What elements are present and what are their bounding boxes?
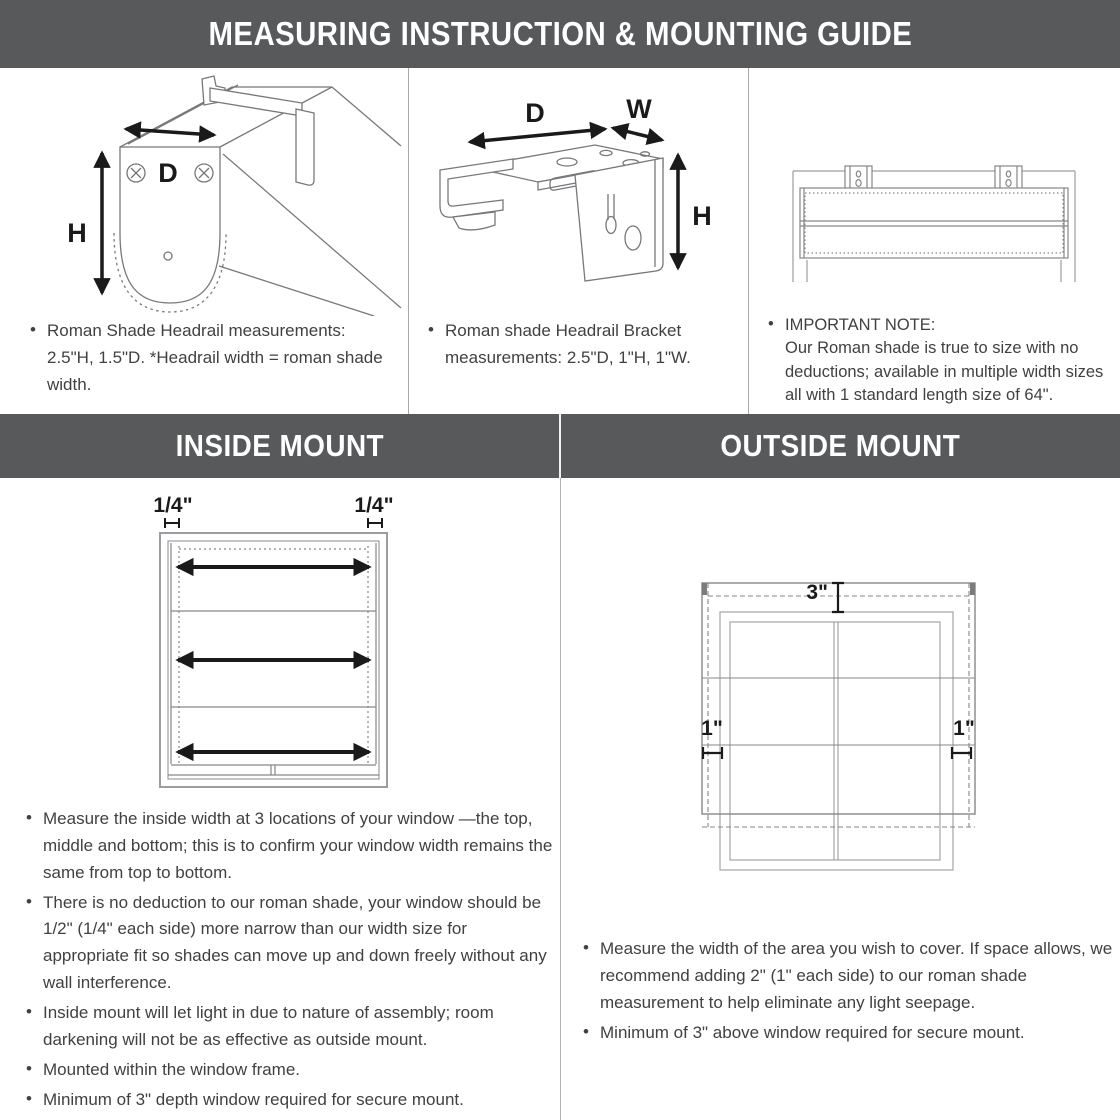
inside-mount-diagram [125, 490, 425, 800]
headrail-line-art [114, 76, 401, 316]
mounted-headrail-diagram [755, 70, 1117, 316]
inside-bullet-2: • There is no deduction to our roman shade, your window should be 1/2" (1/4" each side) more narrow than our width size for appropriate fit so shades can move up and down freely without any wall interference. [26, 890, 554, 997]
depth-label: D [525, 98, 545, 128]
inside-mount-title: INSIDE MOUNT [175, 428, 384, 463]
right-gap-label: 1" [953, 717, 975, 740]
width-arrow [613, 128, 662, 140]
left-gap-label: 1/4" [153, 494, 193, 517]
page-title: MEASURING INSTRUCTION & MOUNTING GUIDE [208, 15, 912, 52]
outside-mount-copy [583, 936, 1115, 1049]
headrail-copy [30, 318, 392, 402]
right-gap-label: 1/4" [354, 494, 394, 517]
width-measure-arrows [178, 567, 369, 752]
bracket-line-art [440, 145, 663, 281]
bracket-copy [428, 318, 740, 375]
bracket-diagram [415, 70, 745, 316]
side-gap-ticks [703, 747, 971, 759]
divider-bottom [560, 478, 561, 1120]
top-gap-tick [832, 583, 844, 612]
note-copy [768, 314, 1112, 411]
headrail-bullet: • Roman Shade Headrail measurements: 2.5"H, 1.5"D. *Headrail width = roman shade width. [30, 318, 392, 399]
top-gap-label: 3" [806, 581, 828, 604]
outside-mount-diagram [655, 563, 995, 898]
height-label: H [67, 218, 87, 248]
height-label: H [692, 201, 712, 231]
width-label: W [626, 94, 652, 124]
note-title: • IMPORTANT NOTE: [785, 316, 936, 334]
outside-mount-title: OUTSIDE MOUNT [720, 428, 961, 463]
outside-bullet-2: • Minimum of 3" above window required for secure mount. [583, 1020, 1115, 1047]
bracket-bullet: • Roman shade Headrail Bracket measurements: 2.5"D, 1"H, 1"W. [428, 318, 740, 372]
outside-bullet-1: • Measure the width of the area you wish to cover. If space allows, we recommend adding 2" (1" each side) to our roman shade measurement to help eliminate any light seepage. [583, 936, 1115, 1017]
window-frame [720, 612, 953, 870]
depth-label: D [158, 158, 178, 188]
note-body: Our Roman shade is true to size with no deductions; available in multiple width sizes all with 1 standard length size of 64". [785, 339, 1104, 405]
divider-top-2 [748, 68, 749, 414]
inside-bullet-3: • Inside mount will let light in due to nature of assembly; room darkening will not be as effective as outside mount. [26, 1000, 554, 1054]
mounted-line-art [793, 166, 1075, 282]
outside-mount-banner [561, 414, 1120, 478]
inside-bullet-1: • Measure the inside width at 3 locations of your window —the top, middle and bottom; this is to confirm your window width remains the same from top to bottom. [26, 806, 554, 887]
left-gap-label: 1" [701, 717, 723, 740]
headrail-diagram [10, 70, 402, 316]
inside-bullet-4: • Mounted within the window frame. [26, 1057, 554, 1084]
inside-mount-banner [0, 414, 559, 478]
depth-arrow [470, 129, 605, 142]
gap-ticks [165, 518, 382, 528]
inside-bullet-5: • Minimum of 3" depth window required for secure mount. [26, 1087, 554, 1114]
header-banner [0, 0, 1120, 68]
inside-mount-copy [26, 806, 554, 1116]
note-bullet [768, 314, 1112, 408]
divider-top-1 [408, 68, 409, 414]
